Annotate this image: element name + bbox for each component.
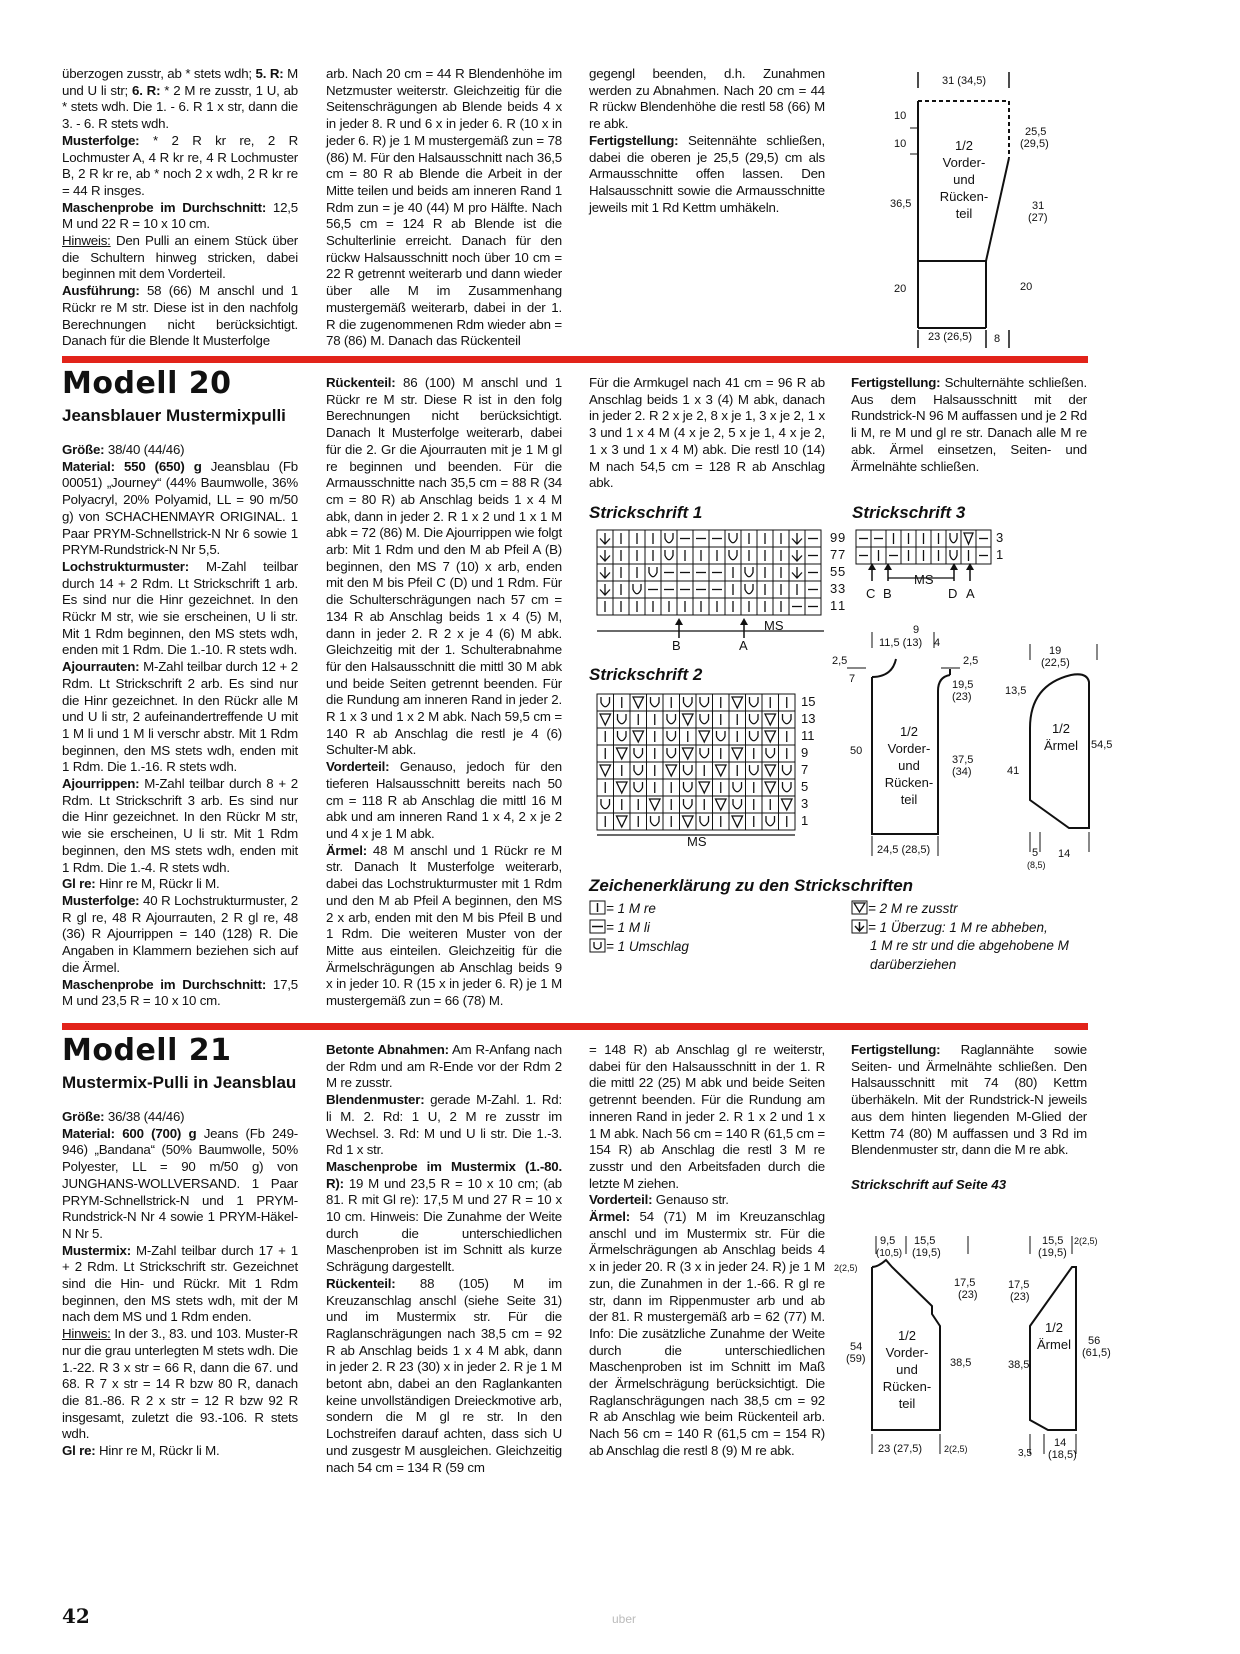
m20-body-schematic — [830, 624, 1005, 869]
svg-text:(22,5): (22,5) — [1041, 657, 1070, 669]
svg-text:teil: teil — [900, 792, 918, 807]
svg-text:3,5: 3,5 — [1018, 1448, 1032, 1459]
m20-sleeve-schematic — [1005, 640, 1115, 870]
chart-cell — [746, 728, 763, 745]
svg-text:2,5: 2,5 — [963, 655, 979, 667]
chart-cell — [779, 711, 796, 728]
svg-text:2,5: 2,5 — [832, 655, 848, 667]
svg-text:(18,5): (18,5) — [1048, 1449, 1077, 1461]
svg-text:5: 5 — [838, 564, 846, 579]
chart-cell — [746, 711, 763, 728]
left-365: 36,5 — [890, 198, 912, 210]
legend-skp-line3: darüberziehen — [870, 957, 957, 972]
top-width-label: 31 (34,5) — [942, 75, 987, 87]
svg-text:A: A — [739, 638, 748, 653]
svg-text:50: 50 — [850, 745, 863, 757]
chart-cell — [629, 581, 645, 598]
chart-cell — [779, 762, 796, 779]
modell-21-subtitle: Mustermix-Pulli in Jeansblau — [62, 1073, 297, 1092]
svg-text:3: 3 — [801, 796, 809, 811]
right-27: (27) — [1028, 212, 1048, 224]
svg-text:1/2: 1/2 — [954, 138, 974, 153]
m21-sleeve-schematic — [1008, 1230, 1118, 1475]
svg-text:15: 15 — [801, 694, 816, 709]
svg-text:und: und — [898, 758, 920, 773]
svg-text:(23): (23) — [958, 1289, 978, 1301]
svg-text:MS: MS — [914, 572, 934, 587]
chart-cell — [630, 762, 647, 779]
svg-text:15,5: 15,5 — [914, 1235, 936, 1247]
legend-skp: = 1 Überzug: 1 M re abheben, — [851, 919, 1048, 935]
m21-col4: Fertigstellung: Raglannähte sowie Seiten- und Ärmelnähte schließen. Den Halsausschnitt mit 74 (80) Kettm überhäkeln. Mit der Rundstrick-N jeweils aus dem hinten liegenden M-Glied der Kettm 74 (80) M auffassen und 3 Rd im Blendenmuster str, dann die M re abk. — [851, 1042, 1087, 1158]
chart1-title: Strickschrift 1 — [589, 503, 703, 522]
svg-text:15,5: 15,5 — [1042, 1235, 1064, 1247]
chart-cell — [645, 564, 661, 581]
legend-knit: = 1 M re — [589, 900, 656, 916]
m20-col4: Fertigstellung: Schulternähte schließen. Aus dem Halsausschnitt mit der Rundstrick-N 96 M auffassen und je 2 Rd li M, re M und gl re str. Danach alle M re abk. Ärmel einsetzen, Seiten- und Ärmelnähte schließen. — [851, 375, 1087, 474]
left-10b: 10 — [894, 138, 907, 150]
svg-text:3: 3 — [830, 581, 838, 596]
svg-text:2(2,5): 2(2,5) — [944, 1444, 968, 1454]
page-number: 42 — [62, 1604, 90, 1628]
svg-text:(19,5): (19,5) — [912, 1247, 941, 1259]
chart-cell — [680, 762, 697, 779]
svg-text:teil: teil — [955, 206, 973, 221]
modell-21-title: Modell 21 — [62, 1033, 232, 1068]
svg-text:14: 14 — [1054, 1437, 1067, 1449]
svg-text:Ärmel: Ärmel — [1044, 738, 1078, 753]
chart1 — [589, 526, 859, 656]
svg-text:7: 7 — [849, 673, 856, 685]
svg-text:3: 3 — [996, 530, 1004, 545]
svg-text:13: 13 — [801, 711, 816, 726]
svg-text:5: 5 — [1032, 847, 1039, 859]
chart-cell — [661, 547, 677, 564]
svg-text:56: 56 — [1088, 1335, 1101, 1347]
svg-text:und: und — [896, 1362, 918, 1377]
svg-text:1: 1 — [801, 813, 809, 828]
svg-text:13,5: 13,5 — [1005, 685, 1027, 697]
chart-cell — [663, 728, 680, 745]
legend-yarnover: = 1 Umschlag — [589, 938, 689, 954]
svg-text:(23): (23) — [1010, 1291, 1030, 1303]
svg-text:54,5: 54,5 — [1091, 739, 1113, 751]
legend-skp-line2: 1 M re str und die abgehobene M — [870, 938, 1069, 953]
svg-text:5: 5 — [830, 564, 838, 579]
chart-cell — [762, 813, 779, 830]
svg-text:11: 11 — [801, 728, 815, 743]
svg-text:17,5: 17,5 — [1008, 1279, 1030, 1291]
svg-text:1: 1 — [830, 598, 838, 613]
svg-text:1/2: 1/2 — [899, 724, 919, 739]
svg-text:17,5: 17,5 — [954, 1277, 976, 1289]
svg-text:7: 7 — [830, 547, 838, 562]
svg-text:54: 54 — [850, 1341, 863, 1353]
svg-text:23 (27,5): 23 (27,5) — [878, 1443, 923, 1455]
svg-text:(23): (23) — [952, 691, 972, 703]
right-295: (29,5) — [1020, 138, 1049, 150]
svg-text:7: 7 — [838, 547, 846, 562]
m21-body-schematic — [828, 1230, 1028, 1475]
chart-cell — [647, 813, 664, 830]
right-255: 25,5 — [1025, 126, 1047, 138]
svg-text:(59): (59) — [846, 1353, 866, 1365]
right-20: 20 — [1020, 281, 1033, 293]
svg-text:Rücken-: Rücken- — [882, 1379, 932, 1394]
chart-cell — [746, 694, 763, 711]
svg-text:(61,5): (61,5) — [1082, 1347, 1111, 1359]
svg-text:19: 19 — [1049, 645, 1062, 657]
red-rule-2 — [62, 1023, 1088, 1030]
svg-text:9: 9 — [913, 624, 920, 636]
top-col3: gegengl beenden, d.h. Zunahmen werden zu Abnahmen. Nach 20 cm = 44 R rückw Blendenhöhe die restl 58 (66) M re abk. Fertigstellung: Seitennähte schließen, dabei die oberen je 25,5 (29,5) cm als Armausschnitte offen lassen. Den Halsausschnitt sowie die Armausschnitte jeweils mit 1 Rd Kettm umhäkeln. — [589, 66, 825, 215]
svg-text:B: B — [672, 638, 681, 653]
chart-cell — [663, 745, 680, 762]
top-col1: überzogen zusstr, ab * stets wdh; 5. R: M und U li str; 6. R: * 2 M re zusstr, 1 U, ab * stets wdh. Die 1. - 6. R 1 x str, dann die 3. - 6. R stets wdh. Musterfolge: * 2 R kr re, 2 R Lochmuster A, 4 R kr re, 4 R Lochmuster B, 2 R kr re, ab * noch 2 x wdh, 2 R kr re = 44 R insges. Maschenprobe im Durchschnitt: 12,5 M und 22 R = 10 x 10 cm. Hinweis: Den Pulli an einem Stück über die Schultern hinweg stricken, dabei beginnen mit dem Vorderteil. Ausführung: 58 (66) M anschl und 1 Rückr re M str. Diese ist in den nachfolg Berechnungen nicht berücksichtigt. Danach für die Blende lt Musterfolge — [62, 66, 299, 349]
chart-cell — [741, 581, 757, 598]
chart2 — [589, 690, 829, 850]
svg-text:14: 14 — [1058, 848, 1071, 860]
chart-cell — [741, 564, 757, 581]
svg-text:(8,5): (8,5) — [1027, 860, 1046, 870]
svg-text:3: 3 — [838, 581, 846, 596]
m21-col1: Größe: 36/38 (44/46) Material: 600 (700) g Jeans (Fb 249-946) „Bandana“ (50% Baumwolle, 50% Polyester, LL = 90 m/50 g) von JUNGHANS-WOLLVERSAND. 1 Paar PRYM-Schnellstrick-N und 1 PRYM-Rundstrick-N Nr 4 sowie 1 PRYM-Häkel-N Nr 5. Mustermix: M-Zahl teilbar durch 17 + 1 + 2 Rdm. Lt Strickschrift str. Gezeichnet sind die Hin- und Rückr. Mit 1 Rdm beginnen, den MS stets wdh, mit der M nach dem MS und 1 Rdm enden. Hinweis: In der 3., 83. und 103. Muster-R nur die grau unterlegten M stets wdh. Die 1.-22. R 3 x str = 66 R, dann die 67. und 68. R 7 x str = 14 R bzw 80 R, danach die 81.-86. R 2 x str = 12 R bzw 92 R insgesamt, zuletzt die 93.-106. R stets wdh. Gl re: Hinr re M, Rückr li M. — [62, 1109, 298, 1459]
m21-chart-ref: Strickschrift auf Seite 43 — [851, 1177, 1007, 1192]
svg-text:37,5: 37,5 — [952, 754, 974, 766]
top-col2: arb. Nach 20 cm = 44 R Blendenhöhe im Netzmuster weiterstr. Gleichzeitig für die Seitenschrägungen ab Blende beids 4 x in jeder 8. R und 6 x in jeder 6. R (10 x in jeder 6. R) je 1 M mustergemäß zun = 78 (86) M. Für den Halsausschnitt nach 36,5 cm = 80 R ab Blende die Arbeit in der Mitte teilen und beids am inneren Rand 1 Rdm zun = je 40 (44) M pro Hälfte. Nach 56,5 cm = 124 R ab Blende ist die Schulterlinie erreicht. Danach für den rückw Halsausschnitt noch über 10 cm = 22 R getrennt weiterarb und dann wieder über alle M im Zusammenhang mustergemäß weiterarb, dabei in der 1. R die zugenommenen Rdm wieder abn = 78 (86) M. Danach das Rückenteil — [326, 66, 562, 349]
chart3 — [836, 526, 1026, 616]
svg-text:4: 4 — [934, 637, 941, 649]
chart-cell — [729, 779, 746, 796]
m21-col3: = 148 R) ab Anschlag gl re weiterstr, dabei für den Halsausschnitt in der 1. R die mittl 22 (25) M abk und beide Seiten getrennt beenden. Für die Rundung am inneren Rand in jeder 2. R 1 x 2 und 1 x 1 M abk. Nach 56 cm = 140 R (61,5 cm = 154 R) ab Anschlag die restl 3 M re zusstr und den Arbeitsfaden durch die letzte M ziehen. Vorderteil: Genauso str. Ärmel: 54 (71) M im Kreuzanschlag anschl und im Mustermix str. Für die Ärmelschrägungen ab Anschlag beids 4 x in jeder 20. R (3 x in jeder 24. R) je 1 M zun, die Zunahmen in der 1.-66. R gl re str, dann im Rippenmuster arb und ab der 81. R mustergemäß arb = 62 (77) M. Info: Die zusätzliche Zunahme der Weite durch die unterschiedlichen Maschenproben ist im Schnitt im Maß der Ärmelschrägung berücksichtigt. Die Raglanschrägungen nach 38,5 cm = 92 R ab Anschlag wie beim Rückenteil arb. Nach 56 cm = 140 R (61,5 cm = 154 R) ab Anschlag die restl 8 (9) M re abk. — [589, 1042, 825, 1458]
top-schematic — [880, 68, 1080, 353]
svg-text:9,5: 9,5 — [880, 1235, 896, 1247]
left-10a: 10 — [894, 110, 907, 122]
footer-mark: uber — [612, 1612, 637, 1626]
chart-cell — [729, 796, 746, 813]
svg-text:Ärmel: Ärmel — [1037, 1337, 1071, 1352]
svg-text:1: 1 — [996, 547, 1004, 562]
chart-cell — [663, 711, 680, 728]
svg-text:Vorder-: Vorder- — [885, 1345, 929, 1360]
svg-text:5: 5 — [801, 779, 809, 794]
svg-text:teil: teil — [898, 1396, 916, 1411]
svg-text:D: D — [948, 586, 958, 601]
svg-text:MS: MS — [764, 618, 784, 633]
svg-text:9: 9 — [838, 530, 846, 545]
chart-cell — [725, 547, 741, 564]
svg-text:2(2,5): 2(2,5) — [1074, 1236, 1098, 1246]
m20-col2: Rückenteil: 86 (100) M anschl und 1 Rückr re M str. Diese R ist in den folg Berechnungen nicht berücksichtigt. Danach lt Musterfolge weiterarb, dabei für die 2. Gr die Ajourrauten mit je 1 M gl re beginnen und beenden. Für die Armausschnitte nach 35,5 cm = 88 R (34 cm = 80 R) ab Anschlag beids 1 x 4 M abk, dann in jeder 2. R 1 x 2 und 1 x 1 M abk = 72 (86) M. Die Ajourrippen wie folgt arb: Mit 1 Rdm und den M ab Pfeil A (B) beginnen, den MS 7 (10) x arb, enden mit den M bis Pfeil C (D) und 1 Rdm. Für die Schulterschrägungen nach 57 cm = 134 R ab Anschlag beids 1 x 4 (5) M, dann in jeder 2. R 2 x je 4 (6) M abk. Gleichzeitig mit der 1. Schulterabnahme für den Halsausschnitt die mittl 30 M abk und beide Seiten getrennt beenden. Für die Rundung am inneren Rand in jeder 2. R 1 x 3 und 1 x 2 M abk. Nach 59,5 cm = 140 R ab Anschlag die restl je 4 (6) Schulter-M abk. Vorderteil: Genauso, jedoch für den tieferen Halsausschnitt bereits nach 50 cm = 118 R ab Anschlag die mittl 16 M abk und am inneren Rand 1 x 4, 2 x je 2 und 4 x je 1 M abk. Ärmel: 48 M anschl und 1 Rückr re M str. Danach lt Musterfolge weiterarb, dabei das Lochstrukturmuster mit 1 Rdm und den M ab Pfeil A beginnen, den MS 2 x arb, enden mit den M bis Pfeil B und 1 Rdm. Die weiteren Muster von der Mitte aus einteilen. Gleichzeitig für die Ärmelschrägungen ab Anschlag beids 9 x in jeder 10. R (15 x in jeder 6. R) je 1 M mustergemäß zun = 66 (78) M. — [326, 375, 562, 1009]
legend-k2tog: = 2 M re zusstr — [851, 900, 958, 916]
m20-col1: Größe: 38/40 (44/46) Material: 550 (650) g Jeansblau (Fb 00051) „Journey“ (44% Baumwolle, 36% Polyacryl, 20% Polyamid, LL = 90 m/50 g) von SCHACHENMAYR ORIGINAL. 1 Paar PRYM-Schnellstrick-N Nr 6 sowie 1 PRYM-Rundstrick-N Nr 5,5. Lochstrukturmuster: M-Zahl teilbar durch 14 + 2 Rdm. Lt Strickschrift 1 arb. Es sind nur die Hinr gezeichnet. In den Rückr M str, wie sie erscheinen, U li str. Mit 1 Rdm beginnen, den MS stets wdh, enden mit 1 Rdm. Die 1.-10. R stets wdh. Ajourrauten: M-Zahl teilbar durch 12 + 2 Rdm. Lt Strickschrift 2 arb. Es sind nur die Hinr gezeichnet. In den Rückr alle M und U li str, 2 aufeinandertreffende U mit 1 M li und 1 M li verschr abstr. Mit 1 Rdm beginnen, den MS stets wdh, enden mit 1 Rdm. Die 1.-16. R stets wdh. Ajourrippen: M-Zahl teilbar durch 8 + 2 Rdm. Lt Strickschrift 3 arb. Es sind nur die Hinr gezeichnet. In den Rückr M str, wie sie erscheinen, U li str. Mit 1 Rdm beginnen, den MS stets wdh, enden mit 1 Rdm. Die 1.-4. R stets wdh. Gl re: Hinr re M, Rückr li M. Musterfolge: 40 R Lochstrukturmuster, 2 R gl re, 48 R Ajourrauten, 2 R gl re, 48 (36) R Ajourrippen = 140 (128) R. Die Angaben in Klammern beziehen sich auf die Ärmel. Maschenprobe im Durchschnitt: 17,5 M und 23,5 R = 10 x 10 cm. — [62, 442, 299, 1009]
svg-text:Rücken-: Rücken- — [939, 189, 989, 204]
svg-text:(34): (34) — [952, 766, 972, 778]
svg-text:C: C — [866, 586, 876, 601]
svg-text:(10,5): (10,5) — [876, 1248, 903, 1259]
chart-cell — [746, 762, 763, 779]
chart-cell — [696, 694, 713, 711]
chart-cell — [946, 530, 961, 547]
svg-text:7: 7 — [801, 762, 809, 777]
svg-text:19,5: 19,5 — [952, 679, 974, 691]
bottom-23: 23 (26,5) — [928, 331, 973, 343]
legend-purl: = 1 M li — [589, 919, 650, 935]
chart-cell — [647, 694, 664, 711]
chart-cell — [779, 779, 796, 796]
chart-cell — [630, 779, 647, 796]
red-rule-1 — [62, 356, 1088, 363]
svg-text:2(2,5): 2(2,5) — [834, 1263, 858, 1273]
modell-20-title: Modell 20 — [62, 366, 232, 401]
chart-cell — [713, 728, 730, 745]
svg-text:Vorder-: Vorder- — [942, 155, 986, 170]
svg-text:1/2: 1/2 — [1051, 721, 1071, 736]
chart-cell — [614, 728, 631, 745]
svg-text:(19,5): (19,5) — [1038, 1247, 1067, 1259]
chart-cell — [680, 796, 697, 813]
chart-cell — [725, 530, 741, 547]
chart2-title: Strickschrift 2 — [589, 665, 703, 684]
right-31: 31 — [1032, 200, 1045, 212]
svg-text:11,5 (13): 11,5 (13) — [879, 637, 923, 649]
svg-text:24,5 (28,5): 24,5 (28,5) — [877, 844, 931, 856]
chart-cell — [762, 745, 779, 762]
svg-text:A: A — [966, 586, 975, 601]
chart-cell — [696, 745, 713, 762]
chart-cell — [696, 813, 713, 830]
svg-text:9: 9 — [830, 530, 838, 545]
chart-cell — [946, 547, 961, 564]
svg-text:1/2: 1/2 — [1044, 1320, 1064, 1335]
svg-text:38,5: 38,5 — [950, 1357, 972, 1369]
svg-text:MS: MS — [687, 834, 707, 849]
svg-text:1: 1 — [838, 598, 846, 613]
svg-text:Rücken-: Rücken- — [884, 775, 934, 790]
bottom-8: 8 — [994, 333, 1001, 345]
svg-text:B: B — [883, 586, 892, 601]
svg-text:41: 41 — [1007, 765, 1020, 777]
m21-col2: Betonte Abnahmen: Am R-Anfang nach der Rdm und am R-Ende vor der Rdm 2 M re zusstr. Blendenmuster: gerade M-Zahl. 1. Rd: li M. 2. Rd: 1 U, 2 M re zusstr im Wechsel. 3. Rd: M und U li str. Die 1.-3. Rd 1 x str. Maschenprobe im Mustermix (1.-80. R): 19 M und 23,5 R = 10 x 10 cm; (ab 81. R mit Gl re): 17,5 M und 27 R = 10 x 10 cm. Hinweis: Die Zunahme der Weite durch die unterschiedlichen Maschenproben ist im Schnitt als kurze Schrägung dargestellt. Rückenteil: 88 (105) M im Kreuzanschlag anschl (siehe Seite 31) und im Mustermix str. Für die Raglanschrägungen nach 38,5 cm = 92 R ab Anschlag beids 1 x 4 M abk, dann in jeder 2. R 23 (30) x in jeder 2. R je 1 M betont abn, dabei an den Raglankanten keine unvollständigen Dreieckmotive arb, sondern die M gl re str. In den Lochstreifen darauf achten, dass sich U und zusgestr M ausgleichen. Gleichzeitig nach 54 cm = 134 R (59 cm — [326, 1042, 562, 1475]
legend-title: Zeichenerklärung zu den Strickschriften — [589, 876, 914, 895]
m20-col3: Für die Armkugel nach 41 cm = 96 R ab Anschlag beids 1 x 3 (4) M abk, danach in jeder 2. R 2 x je 2, 8 x je 1, 3 x je 2, 1 x 3 und 1 x 4 M (4 x je 2, 5 x je 1, 4 x je 2, 1 x 3 und 1 x 4 M) abk. Die restl 10 (14) M nach 54,5 cm = 128 R ab Anschlag abk. — [589, 375, 825, 491]
chart-cell — [696, 711, 713, 728]
svg-text:9: 9 — [801, 745, 809, 760]
chart-cell — [597, 796, 614, 813]
svg-text:Vorder-: Vorder- — [887, 741, 931, 756]
chart-cell — [614, 711, 631, 728]
chart-cell — [597, 694, 614, 711]
svg-text:38,5: 38,5 — [1008, 1359, 1030, 1371]
svg-text:und: und — [953, 172, 975, 187]
left-20: 20 — [894, 283, 907, 295]
chart-cell — [680, 779, 697, 796]
chart-cell — [630, 745, 647, 762]
svg-text:1/2: 1/2 — [897, 1328, 917, 1343]
chart3-title: Strickschrift 3 — [852, 503, 966, 522]
chart-cell — [661, 530, 677, 547]
modell-20-subtitle: Jeansblauer Mustermixpulli — [62, 406, 286, 425]
chart-cell — [680, 694, 697, 711]
